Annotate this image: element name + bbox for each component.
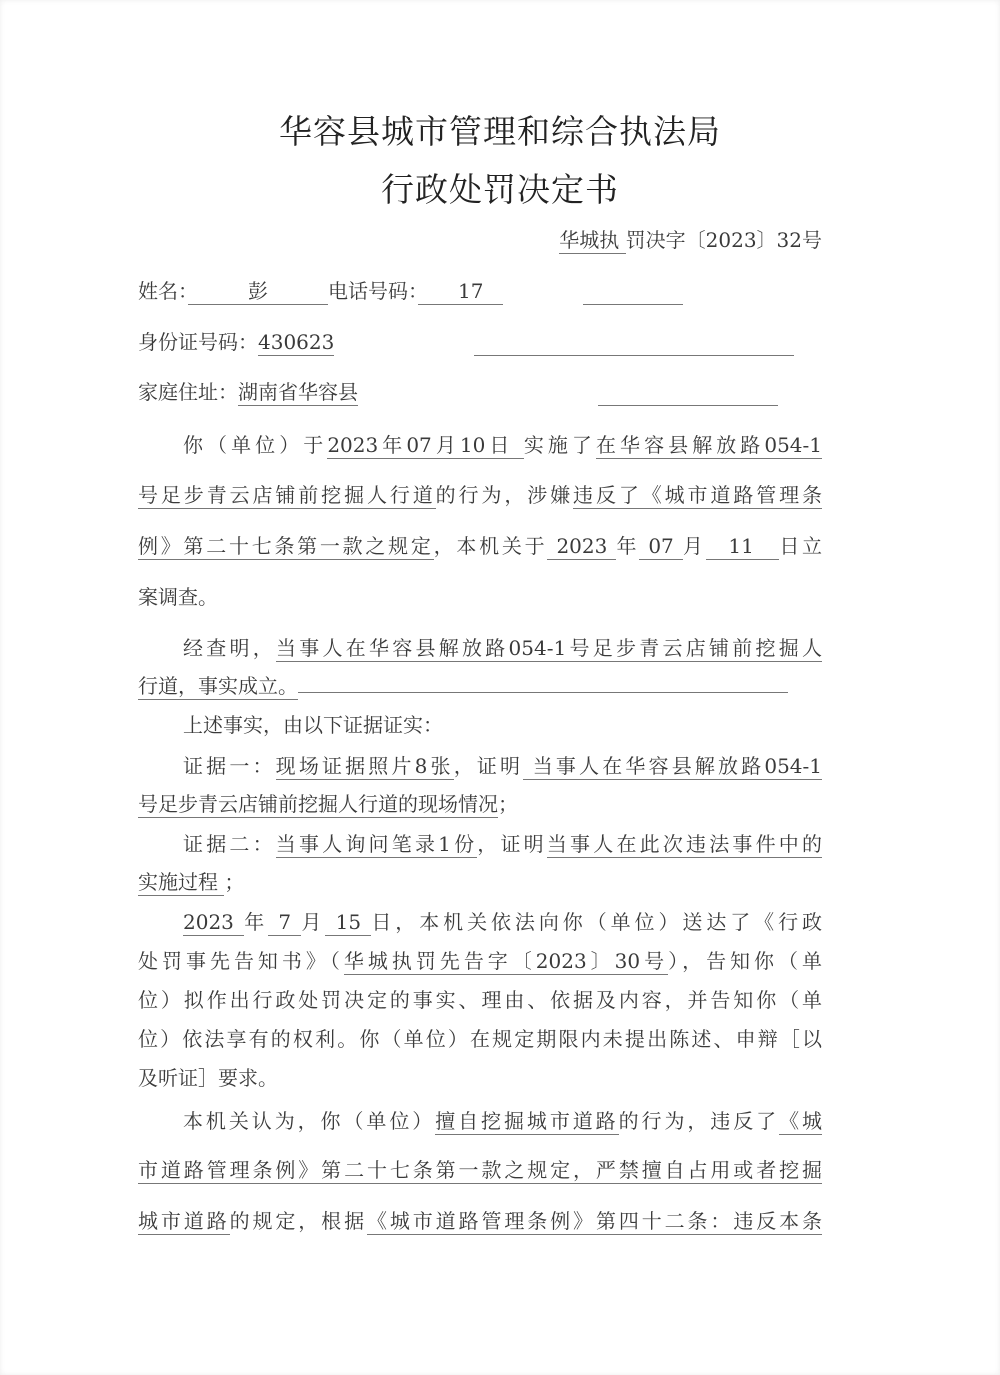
body-line <box>138 947 822 975</box>
text-segment: 月 <box>301 910 326 934</box>
body-line <box>183 1107 822 1135</box>
filled-field: 07 <box>639 534 683 558</box>
filled-field: 例》第二十七条第一款之规定 <box>138 534 434 558</box>
filled-field: 7 <box>268 910 302 934</box>
text-segment: 罚决字〔2023〕32号 <box>625 228 822 252</box>
filled-field: 2023 <box>183 910 245 934</box>
filled-field: 华城执 <box>559 228 626 252</box>
text-segment: 及听证］要求。 <box>138 1066 278 1090</box>
filled-field: 市道路管理条例》第二十七条第一款之规定，严禁擅自占用或者挖掘 <box>138 1158 822 1182</box>
address-line <box>138 378 822 406</box>
text-segment: 年 <box>244 910 269 934</box>
filled-field: 行道，事实成立。 <box>138 674 298 698</box>
text-segment: ），告知你（单 <box>668 949 823 973</box>
text-segment: 本机关认为，你（单位） <box>183 1109 436 1133</box>
body-line <box>138 1064 822 1092</box>
text-segment: 日，本机关依法向你（单位）送达了《行政 <box>371 910 823 934</box>
filled-field: 当事人在此次违法事件中的 <box>546 832 823 856</box>
filled-field <box>583 279 683 305</box>
body-line <box>183 752 822 780</box>
body-line <box>183 711 822 739</box>
filled-field: 彭 <box>188 279 328 303</box>
body-line <box>138 672 822 700</box>
filled-field: 当事人询问笔录1份 <box>275 832 478 856</box>
document-title: 行政处罚决定书 <box>381 170 619 209</box>
text-segment: ； <box>498 792 518 816</box>
text-segment: ，本机关于 <box>433 534 548 558</box>
text-segment: 的行为，违反了 <box>618 1109 780 1133</box>
text-segment: ，证明 <box>453 754 524 778</box>
text-segment <box>358 380 598 404</box>
text-segment <box>334 330 474 354</box>
text-segment: 实施了 <box>523 433 596 457</box>
text-segment: 位）依法享有的权利。你（单位）在规定期限内未提出陈述、申辩［以 <box>138 1027 822 1051</box>
text-segment: 证据一： <box>183 754 276 778</box>
text-segment: 姓名： <box>138 279 188 303</box>
text-segment: ，证明 <box>477 832 547 856</box>
body-line <box>183 634 822 662</box>
filled-field: 城市道路 <box>138 1209 230 1233</box>
body-line <box>138 790 822 818</box>
filled-field: 号足步青云店铺前挖掘人行道的现场情况 <box>138 792 498 816</box>
body-line <box>138 583 822 611</box>
text-segment: 日立 <box>779 534 823 558</box>
filled-field: 当事人在华容县解放路054-1号足步青云店铺前挖掘人 <box>276 636 823 660</box>
filled-field: 号足步青云店铺前挖掘人行道 <box>138 483 436 507</box>
id-number-line <box>138 328 822 356</box>
filled-field <box>598 380 778 406</box>
blank-underline <box>298 674 788 693</box>
filled-field: 2023 <box>547 534 617 558</box>
filled-field: 华城执罚先告字〔2023〕30号 <box>343 949 669 973</box>
agency-title: 华容县城市管理和综合执法局 <box>279 112 721 151</box>
text-segment: 的行为，涉嫌 <box>435 483 574 507</box>
filled-field <box>474 330 794 356</box>
text-segment: 上述事实，由以下证据证实： <box>183 713 443 737</box>
filled-field: 15 <box>325 910 372 934</box>
body-line <box>138 532 822 560</box>
filled-field: 《城市道路管理条例》第四十二条：违反本条 <box>366 1209 823 1233</box>
filled-field: 当事人在华容县解放路054-1 <box>523 754 823 778</box>
text-segment: 证据二： <box>183 832 276 856</box>
body-line <box>183 830 822 858</box>
document-number <box>138 226 822 254</box>
text-segment: 位）拟作出行政处罚决定的事实、理由、依据及内容，并告知你（单 <box>138 988 822 1012</box>
filled-field: 现场证据照片8张 <box>275 754 454 778</box>
text-segment: 年 <box>616 534 640 558</box>
body-line <box>138 1207 822 1235</box>
body-line <box>138 868 822 896</box>
text-segment: ； <box>224 870 245 894</box>
filled-field: 在华容县解放路054-1 <box>595 433 823 457</box>
filled-field: 11 <box>705 534 780 558</box>
filled-field: 违反了《城市道路管理条 <box>573 483 823 507</box>
body-line <box>183 431 822 459</box>
text-segment: 案调查。 <box>138 585 218 609</box>
body-line <box>138 1156 822 1184</box>
text-segment: 家庭住址： <box>138 380 238 404</box>
filled-field: 湖南省华容县 <box>238 380 358 404</box>
text-segment <box>503 279 583 303</box>
filled-field: 17 <box>418 279 504 303</box>
name-phone-line <box>138 277 822 305</box>
body-line <box>138 481 822 509</box>
filled-field: 430623 <box>258 330 335 354</box>
body-line <box>138 1025 822 1053</box>
text-segment: 月 <box>682 534 706 558</box>
body-line <box>183 908 822 936</box>
text-segment: 身份证号码： <box>138 330 258 354</box>
filled-field: 《城 <box>779 1109 823 1133</box>
filled-field: 擅自挖掘城市道路 <box>435 1109 619 1133</box>
body-line <box>138 986 822 1014</box>
text-segment: 你（单位）于 <box>183 433 328 457</box>
text-segment: 的规定，根据 <box>229 1209 367 1233</box>
filled-field: 实施过程 <box>138 870 225 894</box>
filled-field: 2023年07月10日 <box>327 433 524 457</box>
text-segment: 经查明， <box>183 636 277 660</box>
text-segment: 电话号码： <box>328 279 418 303</box>
text-segment: 处罚事先告知书》（ <box>138 949 344 973</box>
